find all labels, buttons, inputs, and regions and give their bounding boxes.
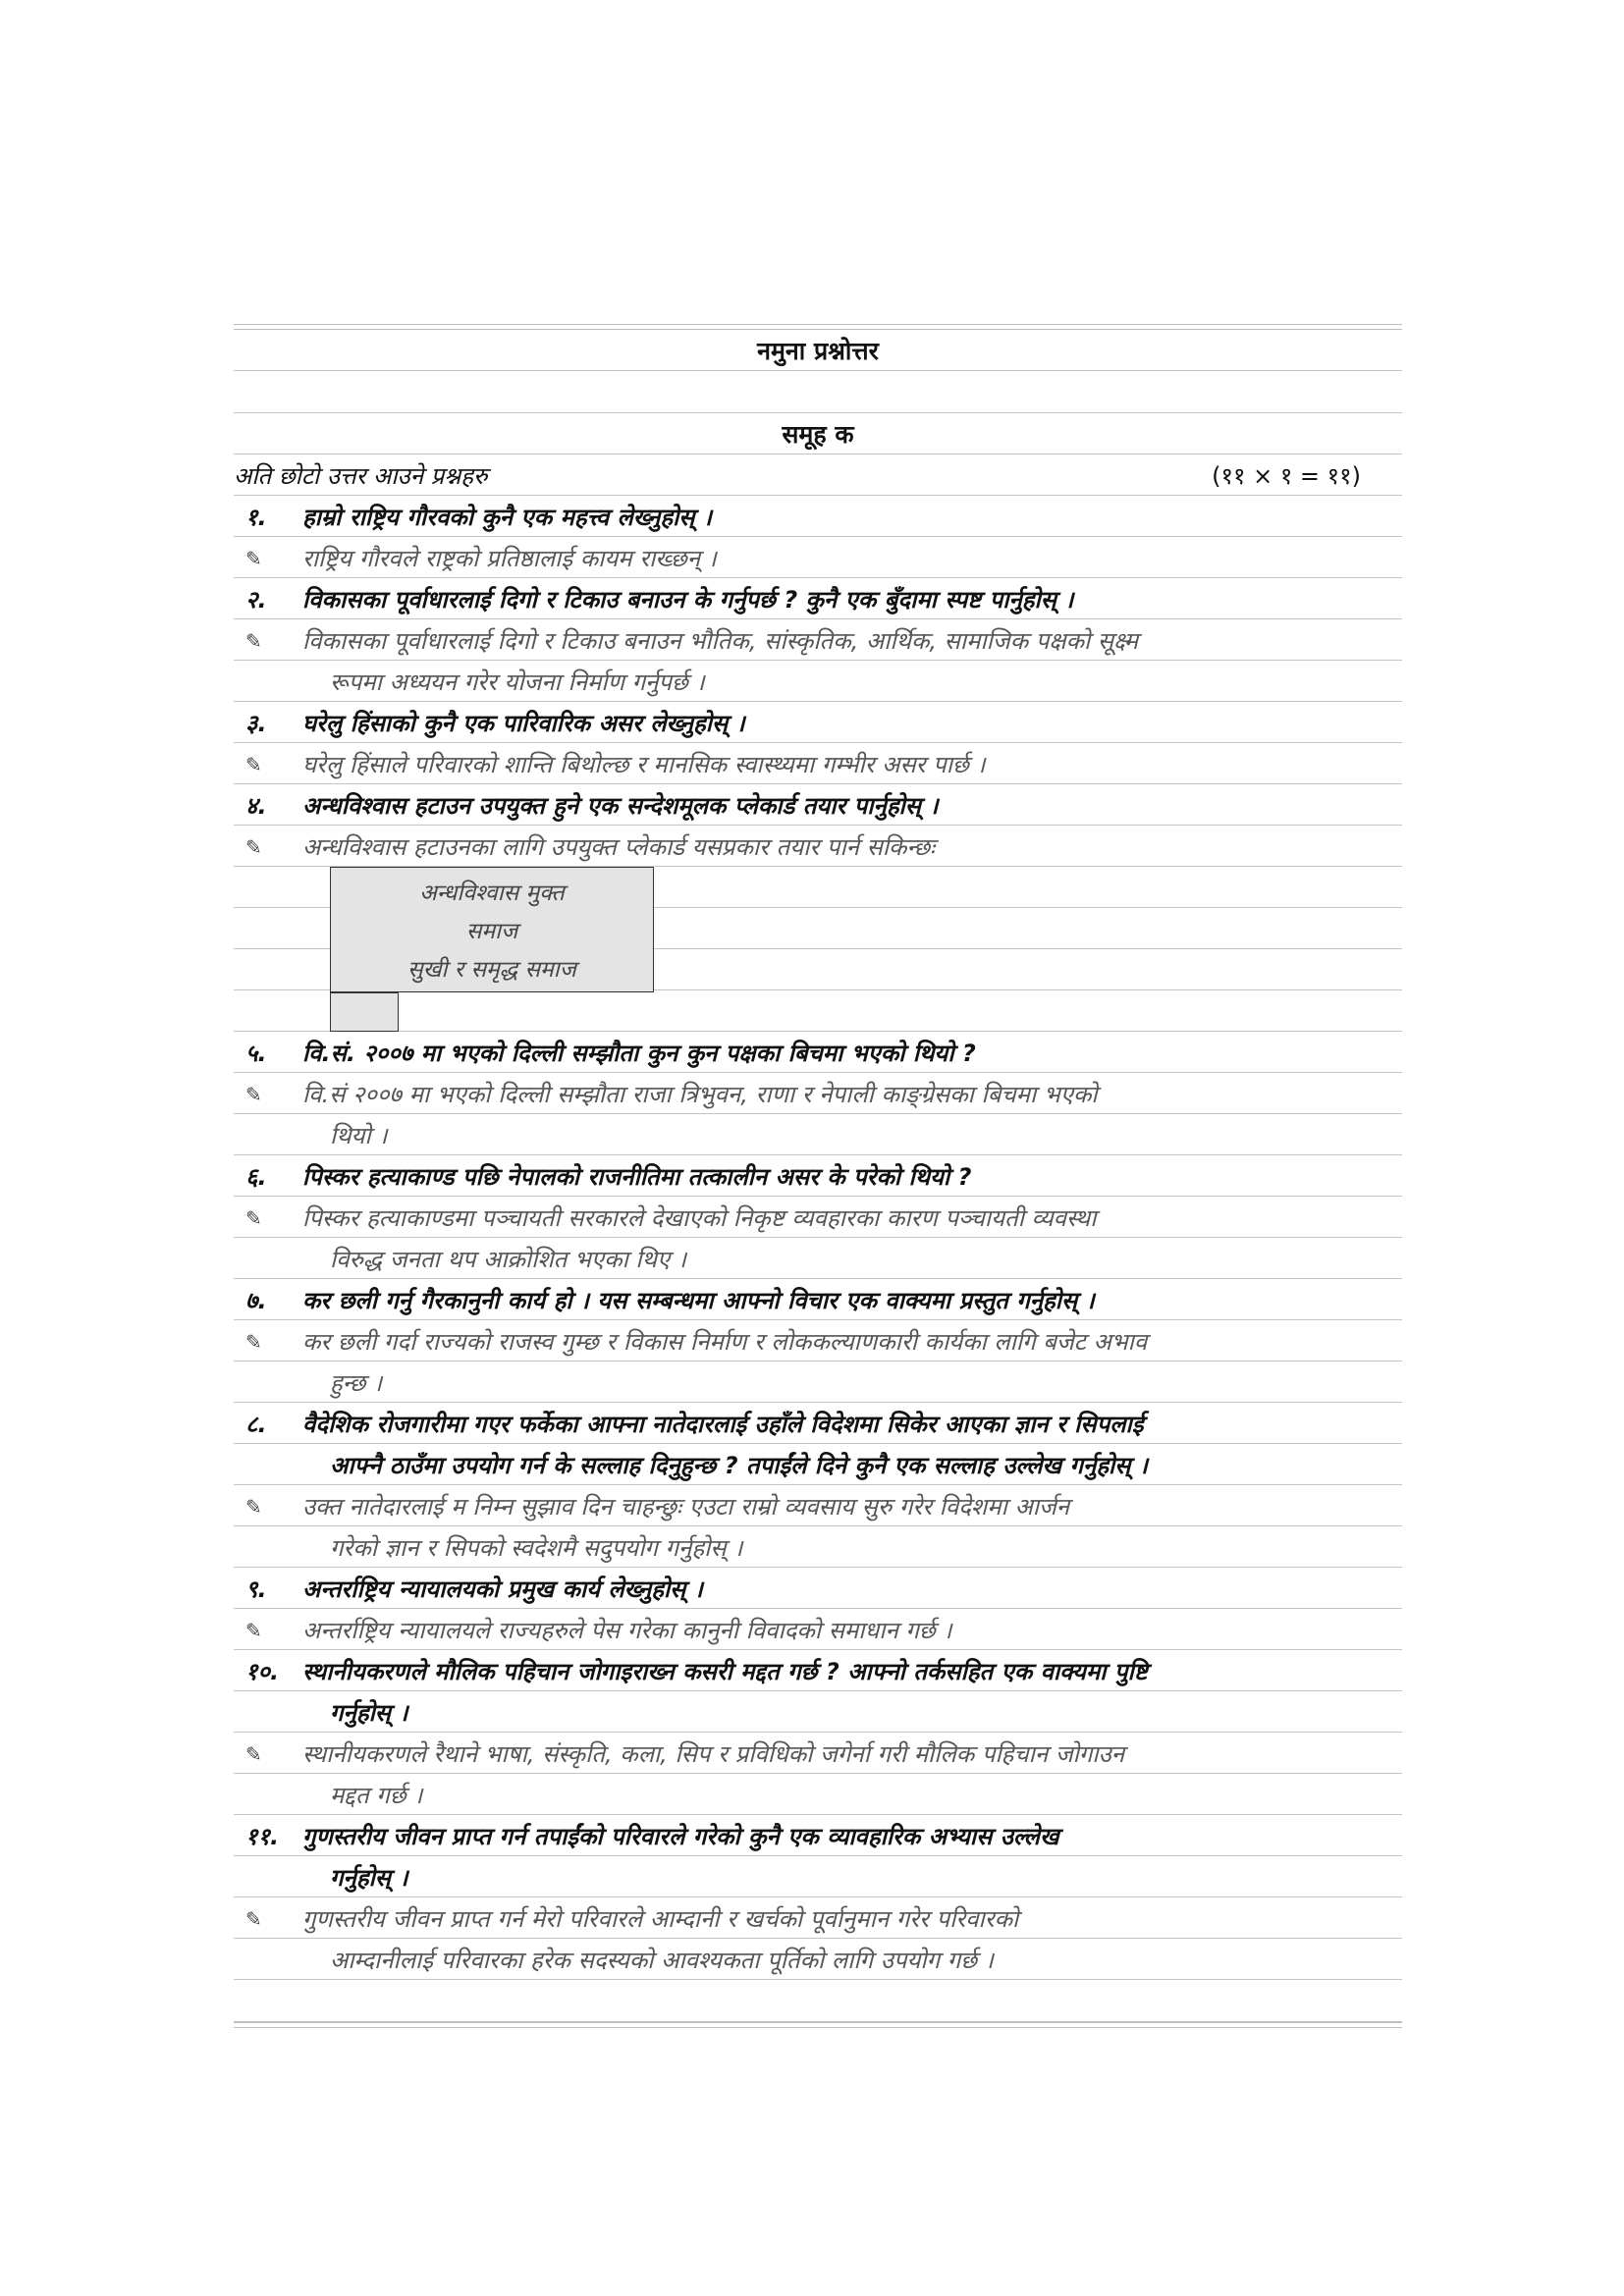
answer-row — [234, 1197, 1402, 1238]
placard-area — [234, 867, 1402, 1032]
pencil-icon: ✎ — [245, 1495, 262, 1519]
pencil-icon: ✎ — [245, 629, 262, 653]
answer-row-continued — [234, 1526, 1402, 1568]
question-row — [234, 1032, 1402, 1073]
question-row — [234, 702, 1402, 743]
answer-row — [234, 1733, 1402, 1774]
question-number: १०. — [245, 1658, 280, 1685]
answer-text: कर छली गर्दा राज्यको राजस्व गुम्छ र विकास निर्माण र लोककल्याणकारी कार्यका लागि बजेट अभाव — [302, 1328, 1148, 1356]
answer-row — [234, 619, 1402, 661]
answer-row-continued — [234, 1939, 1402, 1980]
answer-row — [234, 537, 1402, 578]
question-number: २. — [245, 586, 267, 614]
question-row — [234, 1815, 1402, 1856]
placard-line: समाज — [465, 918, 518, 944]
question-row-continued — [234, 1444, 1402, 1485]
question-number: ४. — [245, 792, 267, 820]
pencil-icon: ✎ — [245, 547, 262, 570]
answer-text: अन्धविश्वास हटाउनका लागि उपयुक्त प्लेकार्ड यसप्रकार तयार पार्न सकिन्छः — [302, 833, 936, 861]
question-number: १. — [245, 504, 267, 531]
question-number: ९. — [245, 1575, 267, 1603]
group-title — [234, 413, 1402, 454]
heading-text: नमुना प्रश्नोत्तर — [757, 337, 879, 365]
question-text: पिस्कर हत्याकाण्ड पछि नेपालको राजनीतिमा तत्कालीन असर के परेको थियो ? — [302, 1163, 972, 1191]
question-row — [234, 784, 1402, 826]
question-text: अन्धविश्वास हटाउन उपयुक्त हुने एक सन्देशमूलक प्लेकार्ड तयार पार्नुहोस् । — [302, 792, 939, 820]
group-text: समूह क — [782, 420, 854, 449]
placard — [330, 867, 654, 992]
answer-text: गरेको ज्ञान र सिपको स्वदेशमै सदुपयोग गर्नुहोस् । — [330, 1534, 743, 1562]
answer-text: आम्दानीलाई परिवारका हरेक सदस्यको आवश्यकता पूर्तिको लागि उपयोग गर्छ । — [330, 1947, 994, 1974]
question-text: घरेलु हिंसाको कुनै एक पारिवारिक असर लेख्नुहोस् । — [302, 710, 745, 737]
pencil-icon: ✎ — [245, 1330, 262, 1354]
question-row — [234, 1403, 1402, 1444]
section-header — [234, 454, 1402, 496]
answer-text: पिस्कर हत्याकाण्डमा पञ्चायती सरकारले देखाएको निकृष्ट व्यवहारका कारण पञ्चायती व्यवस्था — [302, 1204, 1097, 1232]
pencil-icon: ✎ — [245, 1907, 262, 1931]
question-row — [234, 1650, 1402, 1691]
answer-text: विरुद्ध जनता थप आक्रोशित भएका थिए । — [330, 1246, 686, 1273]
question-row-continued — [234, 1691, 1402, 1733]
answer-row-continued — [234, 1238, 1402, 1279]
pencil-icon: ✎ — [245, 1206, 262, 1230]
question-row — [234, 578, 1402, 619]
question-text: आफ्नै ठाउँमा उपयोग गर्न के सल्लाह दिनुहुन्छ ? तपाईंले दिने कुनै एक सल्लाह उल्लेख गर्नुहोस् । — [330, 1452, 1148, 1479]
placard-line: सुखी र समृद्ध समाज — [407, 957, 576, 984]
answer-row-continued — [234, 1362, 1402, 1403]
question-row-continued — [234, 1856, 1402, 1897]
question-row — [234, 1155, 1402, 1197]
placard-line: अन्धविश्वास मुक्त — [419, 880, 565, 906]
question-row — [234, 1568, 1402, 1609]
answer-row — [234, 1073, 1402, 1114]
answer-row — [234, 1609, 1402, 1650]
answer-row — [234, 1485, 1402, 1526]
blank-line — [234, 1980, 1402, 2022]
section-marks: (११ × १ = ११) — [1212, 462, 1361, 490]
pencil-icon: ✎ — [245, 1083, 262, 1106]
answer-text: विकासका पूर्वाधारलाई दिगो र टिकाउ बनाउन भौतिक, सांस्कृतिक, आर्थिक, सामाजिक पक्षको सूक्ष्म — [302, 627, 1139, 655]
page-title — [234, 330, 1402, 371]
question-row — [234, 1279, 1402, 1320]
section-label: अति छोटो उत्तर आउने प्रश्नहरु — [234, 462, 488, 490]
question-text: स्थानीयकरणले मौलिक पहिचान जोगाइराख्न कसरी मद्दत गर्छ ? आफ्नो तर्कसहित एक वाक्यमा पुष्टि — [302, 1658, 1148, 1685]
pencil-icon: ✎ — [245, 1742, 262, 1766]
answer-row-continued — [234, 661, 1402, 702]
question-text: वि.सं. २००७ मा भएको दिल्ली सम्झौता कुन कुन पक्षका बिचमा भएको थियो ? — [302, 1040, 976, 1067]
question-number: ६. — [245, 1163, 267, 1191]
question-text: गर्नुहोस् । — [330, 1699, 408, 1727]
answer-text: गुणस्तरीय जीवन प्राप्त गर्न मेरो परिवारले आम्दानी र खर्चको पूर्वानुमान गरेर परिवारको — [302, 1905, 1019, 1933]
answer-text: उक्त नातेदारलाई म निम्न सुझाव दिन चाहन्छुः एउटा राम्रो व्यवसाय सुरु गरेर विदेशमा आर्जन — [302, 1493, 1070, 1521]
question-row — [234, 496, 1402, 537]
answer-text: मद्दत गर्छ । — [330, 1782, 423, 1809]
placard-stand — [330, 992, 399, 1032]
question-text: विकासका पूर्वाधारलाई दिगो र टिकाउ बनाउन के गर्नुपर्छ ? कुनै एक बुँदामा स्पष्ट पार्नुहोस् । — [302, 586, 1074, 614]
answer-row — [234, 743, 1402, 784]
question-text: गर्नुहोस् । — [330, 1864, 408, 1892]
question-text: हाम्रो राष्ट्रिय गौरवको कुनै एक महत्त्व लेख्नुहोस् । — [302, 504, 712, 531]
blank-line — [234, 371, 1402, 413]
answer-row-continued — [234, 1114, 1402, 1155]
question-number: ३. — [245, 710, 267, 737]
question-text: कर छली गर्नु गैरकानुनी कार्य हो । यस सम्बन्धमा आफ्नो विचार एक वाक्यमा प्रस्तुत गर्नुहोस् । — [302, 1287, 1095, 1314]
answer-text: वि.सं २००७ मा भएको दिल्ली सम्झौता राजा त्रिभुवन, राणा र नेपाली काङ्ग्रेसका बिचमा भएको — [302, 1081, 1098, 1108]
answer-row — [234, 1320, 1402, 1362]
question-number: ८. — [245, 1411, 267, 1438]
answer-text: थियो । — [330, 1122, 388, 1149]
answer-text: अन्तर्राष्ट्रिय न्यायालयले राज्यहरुले पेस गरेका कानुनी विवादको समाधान गर्छ । — [302, 1617, 952, 1644]
worksheet — [234, 324, 1402, 2028]
answer-row — [234, 1897, 1402, 1939]
answer-text: हुन्छ । — [330, 1369, 383, 1397]
question-text: गुणस्तरीय जीवन प्राप्त गर्न तपाईंको परिवारले गरेको कुनै एक व्यावहारिक अभ्यास उल्लेख — [302, 1823, 1059, 1850]
pencil-icon: ✎ — [245, 1619, 262, 1642]
question-text: अन्तर्राष्ट्रिय न्यायालयको प्रमुख कार्य लेख्नुहोस् । — [302, 1575, 703, 1603]
answer-text: रूपमा अध्ययन गरेर योजना निर्माण गर्नुपर्छ । — [330, 668, 705, 696]
answer-row-continued — [234, 1774, 1402, 1815]
question-number: ७. — [245, 1287, 267, 1314]
pencil-icon: ✎ — [245, 753, 262, 776]
answer-text: घरेलु हिंसाले परिवारको शान्ति बिथोल्छ र मानसिक स्वास्थ्यमा गम्भीर असर पार्छ । — [302, 751, 986, 778]
answer-text: स्थानीयकरणले रैथाने भाषा, संस्कृति, कला, सिप र प्रविधिको जगेर्ना गरी मौलिक पहिचान जोगाउन — [302, 1740, 1125, 1768]
answer-row — [234, 826, 1402, 867]
answer-text: राष्ट्रिय गौरवले राष्ट्रको प्रतिष्ठालाई कायम राख्छन् । — [302, 545, 717, 572]
bottom-rule — [234, 2022, 1402, 2028]
pencil-icon: ✎ — [245, 835, 262, 859]
question-number: ११. — [245, 1823, 280, 1850]
question-number: ५. — [245, 1040, 267, 1067]
question-text: वैदेशिक रोजगारीमा गएर फर्केका आफ्ना नातेदारलाई उहाँले विदेशमा सिकेर आएका ज्ञान र सिपलाई — [302, 1411, 1144, 1438]
